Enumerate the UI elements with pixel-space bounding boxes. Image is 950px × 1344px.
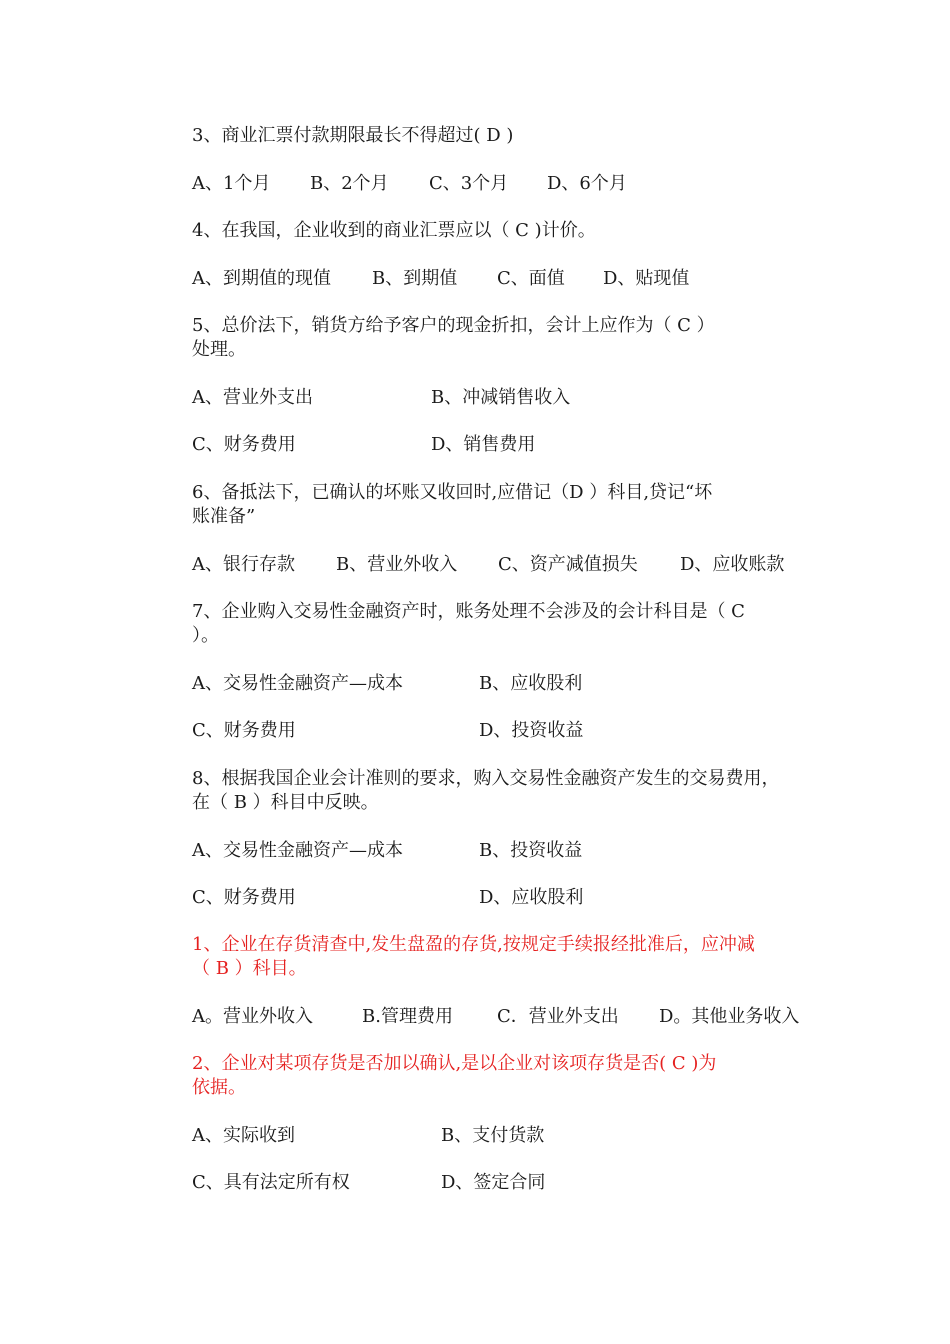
option-c: C、财务费用 [192,887,296,908]
question-6 [192,481,822,529]
question-red-2-line-1: 2、企业对某项存货是否加以确认,是以企业对该项存货是否( C )为 [192,1053,717,1074]
option-d: D、销售费用 [431,434,536,455]
option-a: A、银行存款 [192,554,295,575]
option-a: A、交易性金融资产—成本 [192,673,403,694]
option-b: B、营业外收入 [336,554,458,575]
option-c: C、具有法定所有权 [192,1172,350,1193]
option-b: B、到期值 [372,268,458,289]
option-c: C．营业外支出 [497,1006,619,1027]
option-d: D。其他业务收入 [659,1006,800,1027]
option-c: C、面值 [497,268,565,289]
option-a: A。营业外收入 [192,1006,313,1027]
option-a: A、交易性金融资产—成本 [192,840,403,861]
question-8 [192,767,822,815]
question-red-1 [192,933,822,981]
question-red-2-line-2: 依据。 [192,1077,246,1098]
option-a: A、到期值的现值 [192,268,331,289]
question-red-1-line-2: （ B ）科目。 [192,958,307,979]
question-5-line-2: 处理。 [192,339,246,360]
option-d: D、贴现值 [603,268,690,289]
question-7-line-1: 7、企业购入交易性金融资产时，账务处理不会涉及的会计科目是（ C [192,601,745,622]
option-d: D、应收账款 [680,554,785,575]
option-c: C、3个月 [429,173,509,194]
option-d: D、6个月 [547,173,627,194]
question-8-line-2: 在（ B ）科目中反映。 [192,792,379,813]
option-b: B.管理费用 [362,1006,453,1027]
question-3-line-1: 3、商业汇票付款期限最长不得超过( D ) [192,125,514,146]
question-6-line-2: 账准备” [192,506,256,527]
question-red-1-line-1: 1、企业在存货清查中,发生盘盈的存货,按规定手续报经批准后，应冲减 [192,934,755,955]
option-a: A、1个月 [192,173,271,194]
option-c: C、财务费用 [192,720,296,741]
option-c: C、资产减值损失 [498,554,638,575]
question-4 [192,219,822,243]
option-b: B、2个月 [310,173,389,194]
question-7-line-2: ）。 [192,625,219,646]
option-d: D、签定合同 [441,1172,546,1193]
option-a: A、营业外支出 [192,387,313,408]
option-a: A、实际收到 [192,1125,295,1146]
option-c: C、财务费用 [192,434,296,455]
question-5 [192,314,822,362]
question-4-line-1: 4、在我国，企业收到的商业汇票应以（ C )计价。 [192,220,596,241]
option-b: B、冲减销售收入 [431,387,571,408]
question-5-line-1: 5、总价法下，销货方给予客户的现金折扣，会计上应作为（ C ） [192,315,715,336]
question-8-line-1: 8、根据我国企业会计准则的要求，购入交易性金融资产发生的交易费用， [192,768,780,789]
option-b: B、投资收益 [479,840,583,861]
option-d: D、应收股利 [479,887,584,908]
option-b: B、支付货款 [441,1125,545,1146]
question-3 [192,124,822,148]
question-6-line-1: 6、备抵法下，已确认的坏账又收回时,应借记（D ）科目,贷记“坏 [192,482,713,503]
option-d: D、投资收益 [479,720,584,741]
option-b: B、应收股利 [479,673,583,694]
question-7 [192,600,822,648]
question-red-2 [192,1052,822,1100]
